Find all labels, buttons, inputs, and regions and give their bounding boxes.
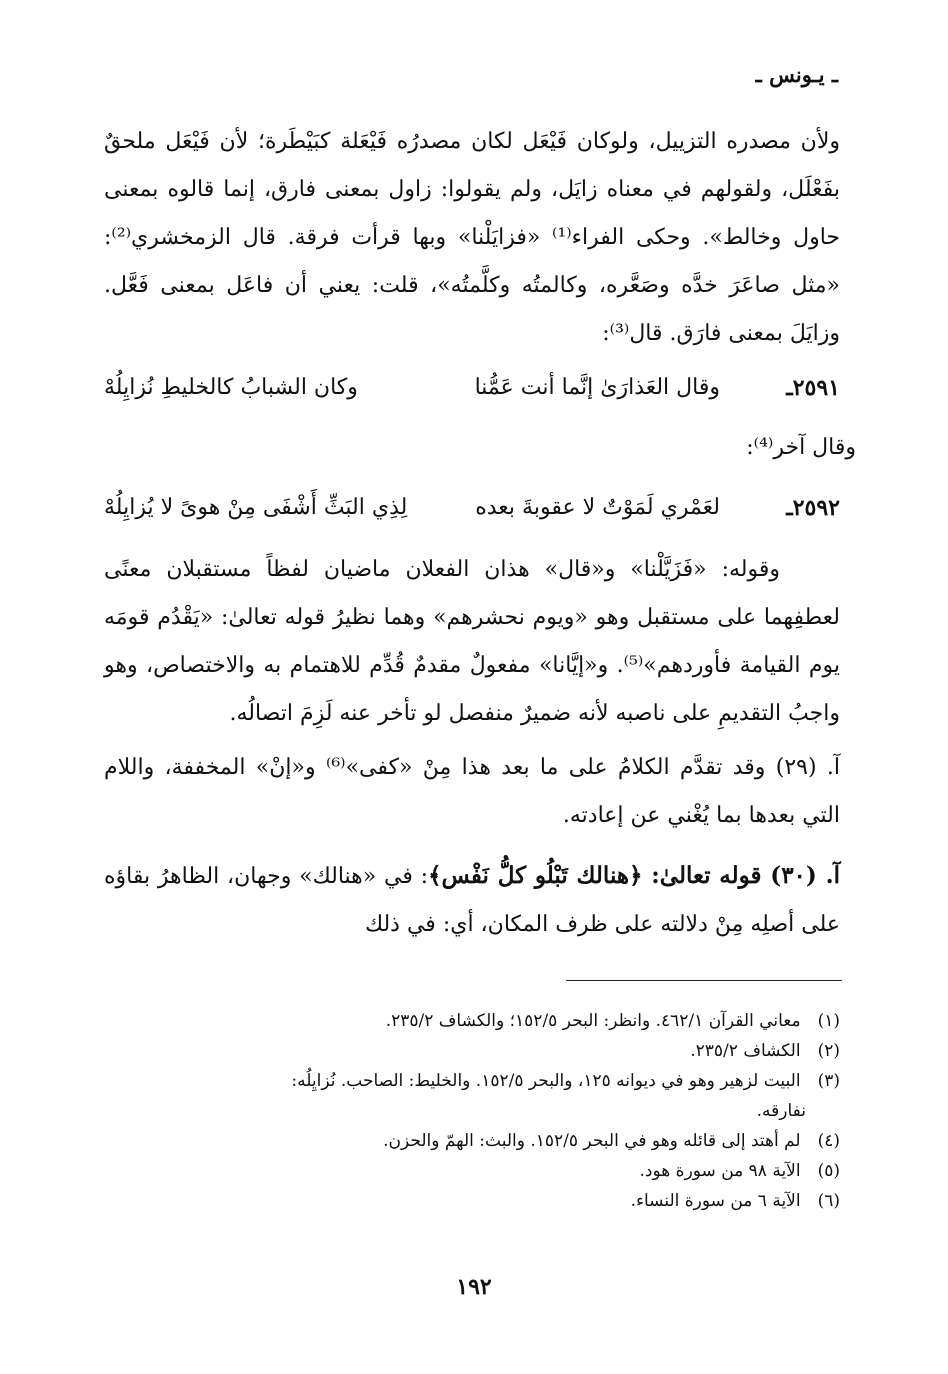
footnote-2 bbox=[104, 1036, 840, 1066]
verse-intro: وقال آخر⁽⁴⁾: bbox=[746, 435, 856, 460]
footnote-mark: (٣) bbox=[817, 1071, 840, 1091]
verse-2592 bbox=[104, 484, 840, 532]
footnote-separator bbox=[566, 980, 842, 981]
verse-second-hemistich: لِذِي البَثِّ أَشْفَى مِنْ هوىً لا يُزايِلُهْ bbox=[104, 495, 408, 520]
footnote-3 bbox=[104, 1066, 840, 1096]
footnotes bbox=[104, 1006, 840, 1216]
verse-number: ٢٥٩١ـ bbox=[786, 375, 840, 401]
ayah-quote: آ. (٣٠) قوله تعالىٰ: ﴿هنالك تَبْلُو كلُّ نَفْس﴾ bbox=[428, 862, 840, 889]
verse-2591 bbox=[104, 364, 840, 412]
page-number: ١٩٢ bbox=[456, 1274, 492, 1300]
verse-first-hemistich: وقال العَذارَىٰ إنَّما أنت عَمُّنا bbox=[474, 375, 720, 400]
footnote-text: البيت لزهير وهو في ديوانه ١٢٥، والبحر ١٥٢/٥. والخليط: الصاحب. نُزايِلُه: bbox=[291, 1071, 801, 1091]
footnote-mark: (١) bbox=[817, 1011, 840, 1031]
footnote-mark: (٤) bbox=[817, 1131, 840, 1151]
paragraph-3-ayah-29: آ. (٢٩) وقد تقدَّم الكلامُ على ما بعد هذا مِنْ «كفى»⁽⁶⁾ و«إنْ» المخففة، واللام التي بعدها بما يُغْني عن إعادته. bbox=[104, 755, 840, 828]
footnote-text: معاني القرآن ٤٦٢/١. وانظر: البحر ١٥٢/٥؛ والكشاف ٢٣٥/٢. bbox=[385, 1011, 801, 1031]
running-title: ـ يـونس ـ bbox=[755, 62, 838, 87]
footnote-text: الآية ٦ من سورة النساء. bbox=[630, 1191, 801, 1211]
footnote-6 bbox=[104, 1186, 840, 1216]
verse-second-hemistich: وكان الشبابُ كالخليطِ نُزايِلُهْ bbox=[104, 375, 358, 400]
footnote-4 bbox=[104, 1126, 840, 1156]
paragraph-1: ولأن مصدره التزييل، ولوكان فَيْعَل لكان مصدرُه فَيْعَلة كبَيْطَرة؛ لأن فَيْعَل ملحقٌ بفَعْلَل، ولقولهم في معناه زايَل، ولم يقولوا: زاول بمعنى فارق، إنما قالوه بمعنى حاول وخالط». وحكى الفراء⁽¹⁾ «فزايَلْنا» وبها قرأت فرقة. قال الزمخشري⁽²⁾: «مثل صاعَرَ خدَّه وصَعَّره، وكالمتُه وكلَّمتُه»، قلت: يعني أن فاعَل بمعنى فَعَّل. وزايَلَ بمعنى فارَق. قال⁽³⁾: bbox=[104, 129, 841, 346]
paragraph-2: وقوله: «فَزَيَّلْنا» و«قال» هذان الفعلان ماضيان لفظاً مستقبلان معنًى لعطفِهما على مستقبل وهو «ويوم نحشرهم» وهما نظيرُ قوله تعالىٰ: «يَقْدُم قومَه يوم القيامة فأوردهم»⁽⁵⁾. و«إيَّانا» مفعولٌ مقدمٌ قُدِّم للاهتمام به والاختصاص، وهو واجبُ التقديمِ على ناصبه لأنه ضميرٌ منفصل لو تأخر عنه لَزِمَ اتصالُه. bbox=[104, 557, 840, 726]
paragraph-4-ayah-30 bbox=[104, 852, 840, 949]
paragraph-text: : في «هنالك» وجهان، الظاهرُ بقاؤه على أصلِه مِنْ دلالته على ظرف المكان، أي: في ذلك bbox=[104, 864, 840, 937]
footnote-text: الآية ٩٨ من سورة هود. bbox=[639, 1161, 801, 1181]
footnote-text: لم أهتد إلى قائله وهو في البحر ١٥٢/٥. والبث: الهمّ والحزن. bbox=[383, 1131, 801, 1151]
footnote-mark: (٦) bbox=[817, 1191, 840, 1211]
verse-first-hemistich: لعَمْري لَمَوْتٌ لا عقوبةَ بعده bbox=[475, 495, 720, 520]
footnote-3-continuation: نفارقه. bbox=[756, 1101, 806, 1121]
footnote-mark: (٥) bbox=[817, 1161, 840, 1181]
footnote-5 bbox=[104, 1156, 840, 1186]
verse-number: ٢٥٩٢ـ bbox=[786, 495, 840, 521]
footnote-text: الكشاف ٢٣٥/٢. bbox=[690, 1041, 801, 1061]
footnote-mark: (٢) bbox=[817, 1041, 840, 1061]
footnote-1 bbox=[104, 1006, 840, 1036]
